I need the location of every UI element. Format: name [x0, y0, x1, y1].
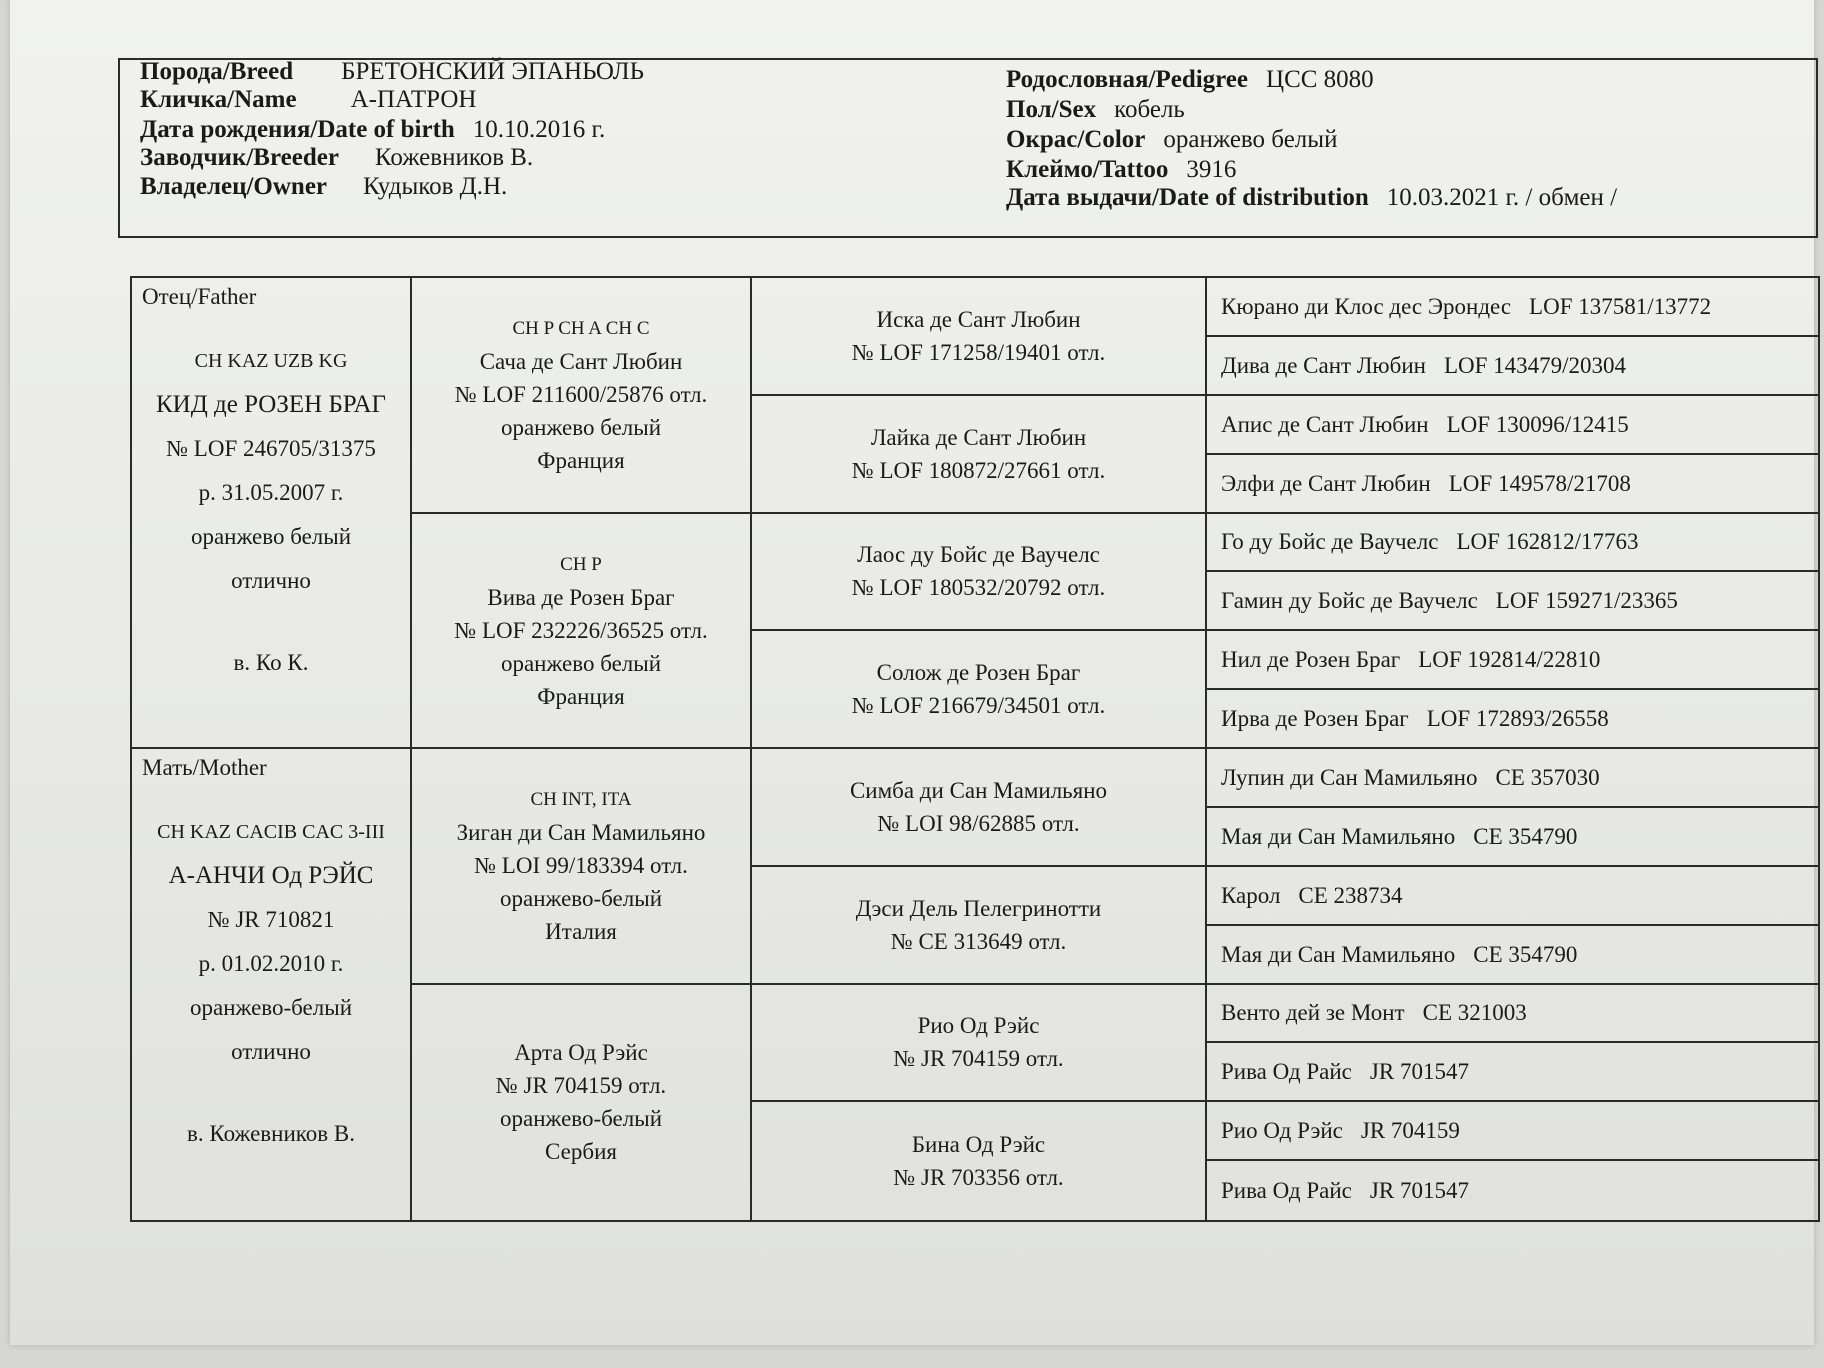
ggp-reg: CE 357030: [1495, 764, 1600, 790]
ggp-name: Го ду Бойс де Ваучелс: [1221, 529, 1439, 555]
mother-titles: CH KAZ CACIB CAC 3-III: [157, 821, 385, 843]
ggp-name: Кюрано ди Клос дес Эрондес: [1221, 293, 1512, 319]
grandparent-titles: CH INT, ITA: [530, 789, 632, 811]
great-grandparent-reg: № CE 313649 отл.: [890, 928, 1067, 954]
grandparent-name: Сача де Сант Любин: [479, 349, 683, 375]
great-grandparent-name: Бина Од Рэйс: [911, 1132, 1046, 1158]
pedigree-row: [1006, 66, 1374, 94]
great-grandparent-name: Симба ди Сан Мамильяно: [849, 777, 1108, 803]
great-grandparent-cell: [752, 985, 1207, 1103]
great-grandparent-name: Лайка де Сант Любин: [870, 424, 1087, 450]
grandparent-color: оранжево-белый: [499, 1106, 663, 1132]
breeder-row: [140, 144, 533, 172]
grandparent-cell: [412, 985, 752, 1221]
great-grandparent-reg: № JR 703356 отл.: [893, 1165, 1064, 1191]
father-cell: [132, 278, 412, 749]
great-grandparent-reg: № JR 704159 отл.: [893, 1046, 1064, 1072]
great-grandparent-reg: № LOF 180872/27661 отл.: [851, 457, 1106, 483]
pedigree-table: [130, 276, 1820, 1222]
breed-row: [140, 58, 644, 86]
ggp-reg: JR 701547: [1369, 1178, 1469, 1204]
birth-row: [140, 116, 605, 144]
mother-color: оранжево-белый: [189, 995, 353, 1020]
grandparent-country: Италия: [545, 919, 617, 945]
ggp-row: [1207, 572, 1818, 631]
owner-value: Кудыков Д.Н.: [363, 173, 508, 200]
ggp-row: [1207, 867, 1818, 926]
ggp-row: [1207, 514, 1818, 573]
color-value: оранжево белый: [1163, 126, 1338, 153]
breeder-value: Кожевников В.: [374, 144, 534, 171]
grandparent-titles: CH P: [560, 553, 602, 575]
ggp-row: [1207, 396, 1818, 455]
breeder-label: Заводчик/Breeder: [140, 144, 339, 171]
great-grandparent-cell: [752, 867, 1207, 985]
grandparent-reg: № LOF 211600/25876 отл.: [454, 382, 708, 408]
sex-label: Пол/Sex: [1006, 96, 1097, 123]
great-grandparent-reg: № LOF 180532/20792 отл.: [851, 575, 1106, 601]
tattoo-label: Клеймо/Tattoo: [1006, 156, 1169, 183]
pedigree-certificate: [10, 0, 1814, 1345]
great-grandparent-cell: [752, 396, 1207, 514]
great-grandparent-reg: № LOI 98/62885 отл.: [877, 810, 1080, 836]
mother-name: А-АНЧИ Од РЭЙС: [168, 862, 374, 889]
ggp-reg: CE 238734: [1298, 882, 1403, 908]
great-grandparent-cell: [752, 514, 1207, 632]
ggp-reg: LOF 130096/12415: [1446, 411, 1629, 437]
great-grandparent-reg: № LOF 216679/34501 отл.: [851, 693, 1106, 719]
grandparent-color: оранжево-белый: [499, 886, 663, 912]
ggp-row: [1207, 1043, 1818, 1102]
father-breeder: в. Ко К.: [233, 650, 309, 675]
mother-grade: отлично: [231, 1039, 311, 1064]
father-grade: отлично: [231, 568, 311, 593]
grandparent-reg: № LOI 99/183394 отл.: [474, 853, 688, 879]
great-grandparent-reg: № LOF 171258/19401 отл.: [851, 339, 1106, 365]
mother-label: Мать/Mother: [142, 755, 267, 780]
ggp-reg: JR 704159: [1360, 1118, 1460, 1144]
ggp-reg: CE 354790: [1473, 823, 1578, 849]
ggp-name: Рива Од Райс: [1221, 1178, 1352, 1204]
distribution-row: [1006, 184, 1617, 212]
grandparent-color: оранжево белый: [500, 415, 662, 441]
grandparent-color: оранжево белый: [500, 650, 662, 676]
color-label: Окрас/Color: [1006, 126, 1146, 153]
ggp-row: [1207, 631, 1818, 690]
birth-label: Дата рождения/Date of birth: [140, 116, 455, 143]
grandparent-name: Вива де Розен Браг: [487, 584, 675, 610]
mother-reg: № JR 710821: [207, 907, 335, 932]
father-birth: р. 31.05.2007 г.: [198, 480, 344, 505]
great-grandparent-cell: [752, 278, 1207, 396]
great-grandparent-name: Лаос ду Бойс де Ваучелс: [857, 542, 1100, 568]
great-grandparent-cell: [752, 631, 1207, 749]
grandparent-cell: [412, 514, 752, 750]
breed-label: Порода/Breed: [140, 58, 294, 85]
ggp-reg: LOF 149578/21708: [1448, 470, 1631, 496]
grandparent-reg: № LOF 232226/36525 отл.: [454, 617, 708, 643]
grandparent-country: Сербия: [545, 1139, 617, 1165]
ggp-reg: LOF 137581/13772: [1529, 293, 1712, 319]
great-grandparent-cell: [752, 749, 1207, 867]
father-color: оранжево белый: [190, 524, 352, 549]
ggp-name: Мая ди Сан Мамильяно: [1221, 823, 1456, 849]
ggp-row: [1207, 808, 1818, 867]
ggp-reg: CE 321003: [1422, 1000, 1527, 1026]
ggp-row: [1207, 1161, 1818, 1220]
sex-row: [1006, 96, 1185, 124]
ggp-name: Элфи де Сант Любин: [1221, 470, 1431, 496]
header-box: [118, 58, 1818, 238]
ggp-name: Гамин ду Бойс де Ваучелс: [1221, 588, 1478, 614]
tattoo-row: [1006, 156, 1236, 184]
great-grandparent-cell: [752, 1102, 1207, 1220]
ggp-name: Нил де Розен Браг: [1221, 647, 1401, 673]
great-grandparent-name: Иска де Сант Любин: [876, 306, 1081, 332]
ggp-row: [1207, 690, 1818, 749]
great-grandparent-name: Рио Од Рэйс: [917, 1013, 1040, 1039]
mother-birth: р. 01.02.2010 г.: [198, 951, 344, 976]
ggp-row: [1207, 337, 1818, 396]
name-row: [140, 86, 477, 114]
distribution-value: 10.03.2021 г. / обмен /: [1386, 184, 1618, 211]
grandparent-country: Франция: [537, 448, 625, 474]
owner-row: [140, 173, 507, 201]
ggp-row: [1207, 749, 1818, 808]
ggp-name: Карол: [1221, 882, 1281, 908]
ggp-name: Мая ди Сан Мамильяно: [1221, 941, 1456, 967]
ggp-name: Рива Од Райс: [1221, 1059, 1352, 1085]
ggp-row: [1207, 455, 1818, 514]
pedigree-value: ЦСС 8080: [1266, 66, 1374, 93]
ggp-name: Венто дей зе Монт: [1221, 1000, 1405, 1026]
tattoo-value: 3916: [1186, 156, 1237, 183]
ggp-reg: LOF 192814/22810: [1418, 647, 1601, 673]
ggp-name: Рио Од Рэйс: [1221, 1118, 1343, 1144]
ggp-row: [1207, 985, 1818, 1044]
father-titles: CH KAZ UZB KG: [194, 350, 348, 372]
name-label: Кличка/Name: [140, 86, 297, 113]
ggp-reg: LOF 159271/23365: [1495, 588, 1678, 614]
distribution-label: Дата выдачи/Date of distribution: [1006, 184, 1369, 211]
ggp-name: Апис де Сант Любин: [1221, 411, 1429, 437]
great-grandparent-name: Дэси Дель Пелегринотти: [855, 895, 1102, 921]
father-label: Отец/Father: [142, 284, 257, 309]
breed-value: БРЕТОНСКИЙ ЭПАНЬОЛЬ: [341, 58, 644, 85]
grandparent-country: Франция: [537, 683, 625, 709]
grandparent-titles: CH P CH A CH C: [512, 318, 650, 340]
birth-value: 10.10.2016 г.: [472, 116, 606, 143]
grandparent-reg: № JR 704159 отл.: [495, 1073, 667, 1099]
mother-breeder: в. Кожевников В.: [187, 1121, 355, 1146]
name-value: А-ПАТРОН: [350, 86, 477, 113]
ggp-row: [1207, 278, 1818, 337]
grandparent-name: Арта Од Рэйс: [514, 1040, 648, 1066]
ggp-name: Дива де Сант Любин: [1221, 352, 1426, 378]
ggp-reg: LOF 143479/20304: [1443, 352, 1627, 378]
pedigree-label: Родословная/Pedigree: [1006, 66, 1249, 93]
ggp-reg: JR 701547: [1369, 1059, 1469, 1085]
ggp-row: [1207, 926, 1818, 985]
ggp-reg: CE 354790: [1473, 941, 1578, 967]
great-grandparent-name: Солож де Розен Браг: [876, 660, 1081, 686]
sex-value: кобель: [1114, 96, 1185, 123]
owner-label: Владелец/Owner: [140, 173, 328, 200]
father-reg: № LOF 246705/31375: [166, 436, 376, 461]
ggp-reg: LOF 162812/17763: [1456, 529, 1639, 555]
grandparent-cell: [412, 749, 752, 985]
father-name: КИД де РОЗЕН БРАГ: [155, 391, 387, 418]
ggp-row: [1207, 1102, 1818, 1161]
ggp-reg: LOF 172893/26558: [1426, 706, 1609, 732]
grandparent-name: Зиган ди Сан Мамильяно: [456, 820, 706, 846]
ggp-name: Ирва де Розен Браг: [1221, 706, 1409, 732]
color-row: [1006, 126, 1337, 154]
mother-cell: [132, 749, 412, 1220]
ggp-name: Лупин ди Сан Мамильяно: [1221, 764, 1478, 790]
grandparent-cell: [412, 278, 752, 514]
